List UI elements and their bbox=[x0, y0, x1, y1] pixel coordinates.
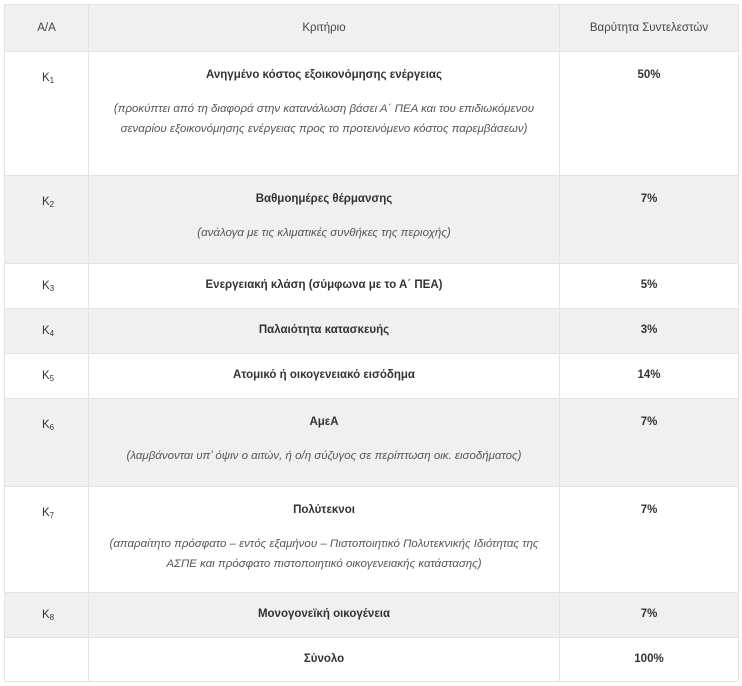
total-label-text: Σύνολο bbox=[303, 653, 345, 665]
table-row bbox=[5, 593, 739, 638]
row-weight: 50% bbox=[560, 52, 739, 176]
criterion-title: Παλαιότητα κατασκευής bbox=[258, 324, 390, 336]
criterion-title: Πολύτεκνοι bbox=[293, 504, 355, 516]
row-weight: 7% bbox=[560, 593, 739, 638]
header-aa: Α/Α bbox=[5, 5, 89, 52]
criterion-note: (απαραίτητο πρόσφατο – εντός εξαμήνου – Πιστοποιητικό Πολυτεκνικής Ιδιότητας της ΑΣΠΕ και πρόσφατο πιστοποιητικό οικογενειακής κατάστασης) bbox=[109, 538, 539, 570]
row-criterion bbox=[89, 354, 560, 399]
row-code: $K_5$ bbox=[5, 354, 89, 399]
row-code: $K_4$ bbox=[5, 309, 89, 354]
total-weight: 100% bbox=[560, 638, 739, 682]
table-row bbox=[5, 399, 739, 487]
row-criterion bbox=[89, 176, 560, 264]
total-empty-cell bbox=[5, 638, 89, 682]
row-code: $K_1$ bbox=[5, 52, 89, 176]
table-row bbox=[5, 354, 739, 399]
criterion-title: Μονογονεϊκή οικογένεια bbox=[257, 608, 391, 620]
criterion-title: Ατομικό ή οικογενειακό εισόδημα bbox=[233, 369, 415, 381]
criterion-title: Ανηγμένο κόστος εξοικονόμησης ενέργειας bbox=[206, 69, 442, 81]
criteria-table bbox=[4, 4, 739, 682]
row-weight: 5% bbox=[560, 264, 739, 309]
total-row bbox=[5, 638, 739, 682]
header-weight: Βαρύτητα Συντελεστών bbox=[560, 5, 739, 52]
row-weight: 7% bbox=[560, 399, 739, 487]
criterion-note: (λαμβάνονται υπ’ όψιν ο αιτών, ή ο/η σύζυγος σε περίπτωση οικ. εισοδήματος) bbox=[126, 450, 522, 462]
row-criterion bbox=[89, 52, 560, 176]
criterion-title: Ενεργειακή κλάση (σύμφωνα με το Α΄ ΠΕΑ) bbox=[205, 279, 443, 291]
criterion-note: (προκύπτει από τη διαφορά στην κατανάλωση βάσει Α΄ ΠΕΑ και του επιδιωκόμενου σεναρίου εξοικονόμησης ενέργειας προς το προτεινόμενο κόστος παρεμβάσεων) bbox=[113, 103, 535, 135]
row-weight: 3% bbox=[560, 309, 739, 354]
row-criterion bbox=[89, 487, 560, 593]
row-criterion bbox=[89, 399, 560, 487]
criterion-title: ΑμεΑ bbox=[309, 416, 339, 428]
row-weight: 7% bbox=[560, 487, 739, 593]
table-row bbox=[5, 309, 739, 354]
header-criterion: Κριτήριο bbox=[89, 5, 560, 52]
row-criterion bbox=[89, 264, 560, 309]
row-weight: 14% bbox=[560, 354, 739, 399]
row-code: $K_8$ bbox=[5, 593, 89, 638]
table-row bbox=[5, 52, 739, 176]
table-row bbox=[5, 176, 739, 264]
row-weight: 7% bbox=[560, 176, 739, 264]
criterion-note: (ανάλογα με τις κλιματικές συνθήκες της περιοχής) bbox=[197, 227, 451, 239]
row-code: $K_6$ bbox=[5, 399, 89, 487]
table-row bbox=[5, 487, 739, 593]
row-criterion bbox=[89, 593, 560, 638]
row-code: $K_3$ bbox=[5, 264, 89, 309]
row-code: $K_7$ bbox=[5, 487, 89, 593]
row-criterion bbox=[89, 309, 560, 354]
row-code: $K_2$ bbox=[5, 176, 89, 264]
header-row bbox=[5, 5, 739, 52]
table-row bbox=[5, 264, 739, 309]
total-label bbox=[89, 638, 560, 682]
criterion-title: Βαθμοημέρες θέρμανσης bbox=[255, 193, 393, 205]
